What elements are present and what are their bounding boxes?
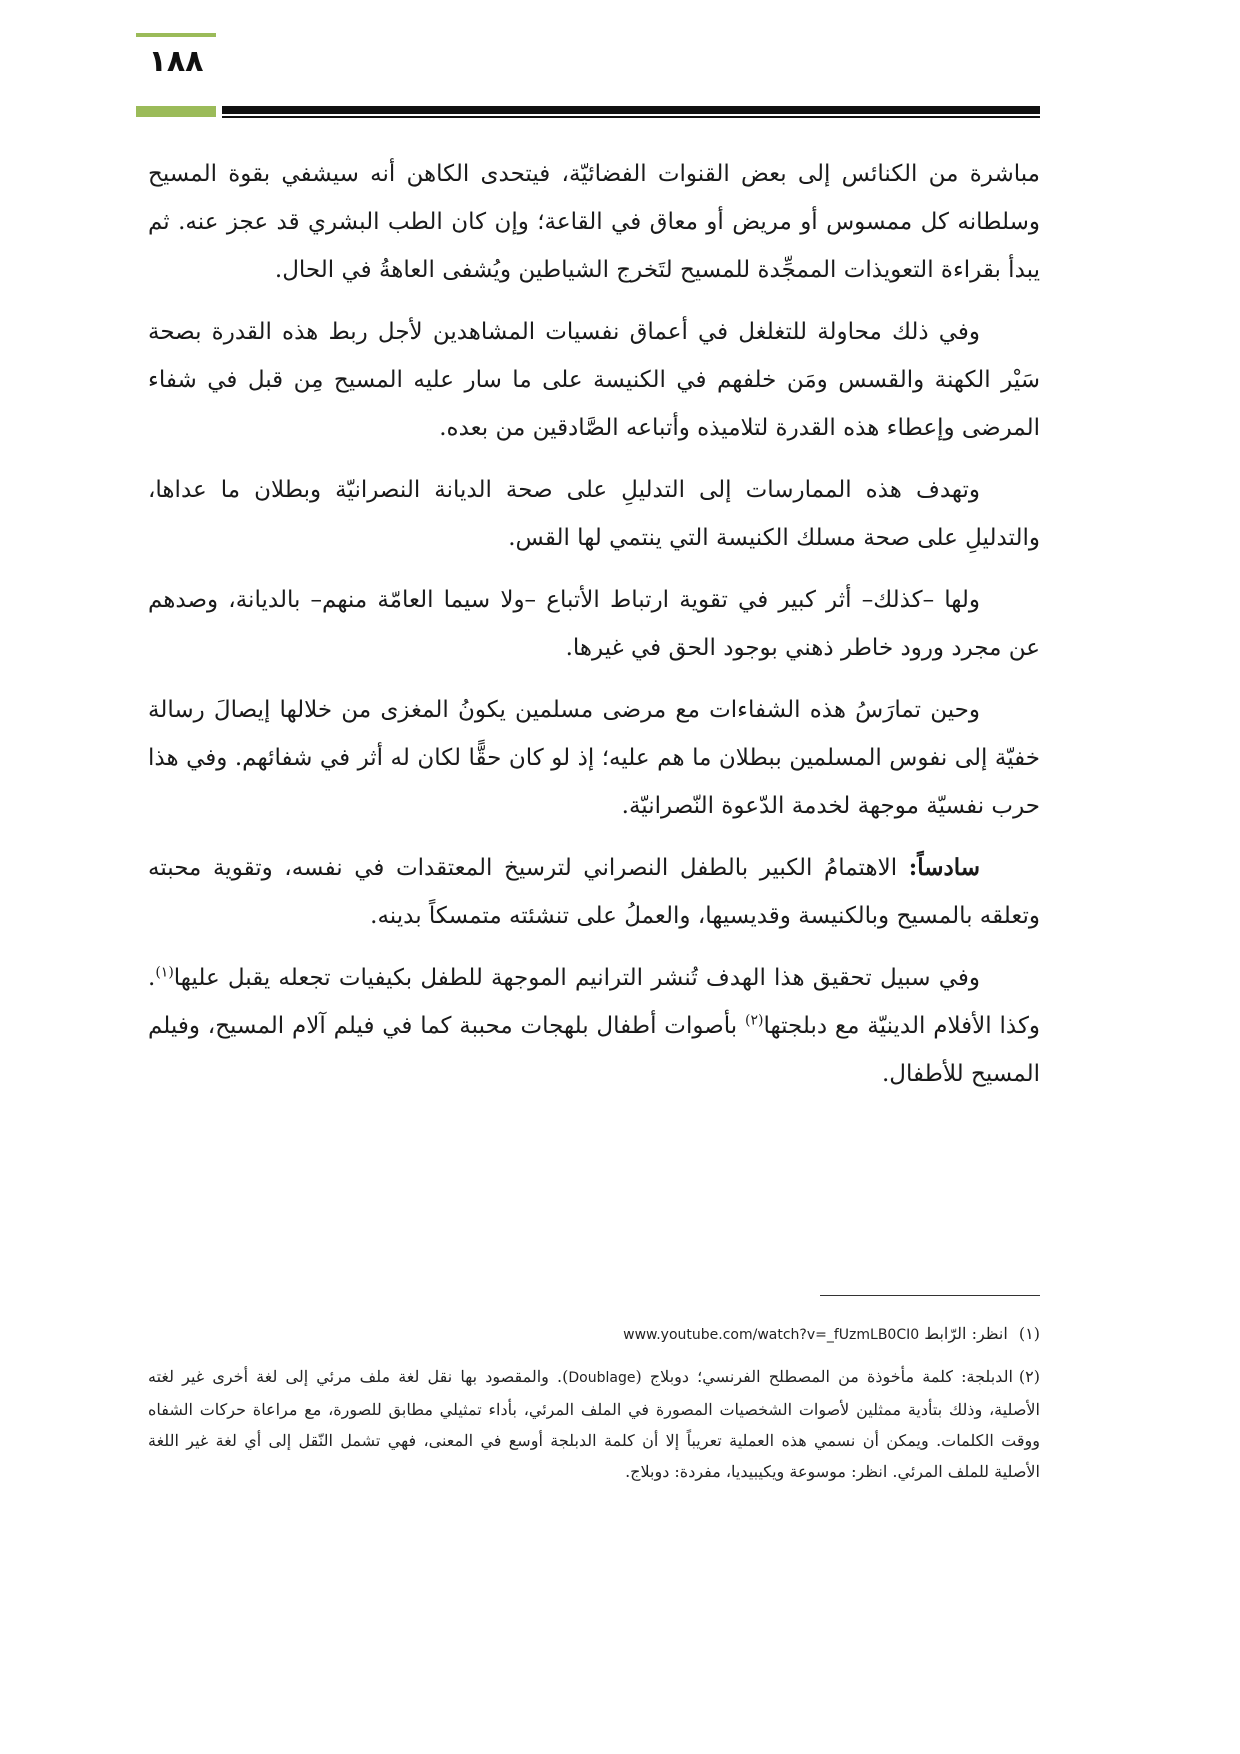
paragraph-4: ولها –كذلك– أثر كبير في تقوية ارتباط الأتباع –ولا سيما العامّة منهم– بالديانة، وصدهم عن مجرد ورود خاطر ذهني بوجود الحق في غيرها. — [148, 587, 1040, 661]
paragraph-2: وفي ذلك محاولة للتغلغل في أعماق نفسيات المشاهدين لأجل ربط هذه القدرة بصحة سَيْر الكهنة والقسس ومَن خلفهم في الكنيسة على ما سار عليه المسيح مِن قبل في شفاء المرضى وإعطاء هذه القدرة لتلاميذه وأتباعه الصَّادقين من بعده. — [148, 319, 1040, 441]
paragraph-1: مباشرة من الكنائس إلى بعض القنوات الفضائيّة، فيتحدى الكاهن أنه سيشفي بقوة المسيح وسلطانه كل ممسوس أو مريض أو معاق في القاعة؛ وإن كان الطب البشري قد عجز عنه. ثم يبدأ بقراءة التعويذات الممجِّدة للمسيح لتَخرج الشياطين ويُشفى العاهةُ في الحال. — [148, 161, 1040, 283]
footnote-2-number: (٢) — [1018, 1367, 1040, 1386]
footnote-ref-2[interactable]: (٢) — [744, 1012, 764, 1029]
paragraph-5: وحين تمارَسُ هذه الشفاءات مع مرضى مسلمين يكونُ المغزى من خلالها إيصالَ رسالة خفيّة إلى نفوس المسلمين ببطلان ما هم عليه؛ إذ لو كان حقًّا لكان له أثر في شفائهم. وفي هذا حرب نفسيّة موجهة لخدمة الدّعوة النّصرانيّة. — [148, 697, 1040, 819]
paragraph-7 — [148, 954, 1040, 1098]
paragraph-6-lead: سادساً: — [908, 854, 980, 881]
footnote-2 — [148, 1361, 1040, 1487]
header-accent-top-bar — [136, 33, 216, 37]
paragraph-7-part-c: بأصوات أطفال بلهجات محببة كما في فيلم آلام المسيح، وفيلم المسيح للأطفال. — [148, 1013, 1040, 1087]
header-rule-thin — [222, 116, 1040, 118]
footnote-ref-1[interactable]: (١) — [155, 964, 174, 981]
paragraph-7-part-a: وفي سبيل تحقيق هذا الهدف تُنشر الترانيم الموجهة للطفل بكيفيات تجعله يقبل عليها — [173, 965, 980, 991]
page-number: ١٨٨ — [148, 44, 204, 79]
footnote-2-text-b: ). والمقصود بها نقل لغة ملف مرئي إلى لغة أخرى غير لغته الأصلية، وذلك بتأدية ممثلين لأصوات الشخصيات المصورة في الملف المرئي، بأداء تمثيلي مطابق للصورة، مع مراعاة حركات الشفاه ووقت الكلمات. ويمكن أن نسمي هذه العملية تعريباً إلا أن كلمة الدبلجة أوسع في المعنى، فهي تشمل النّقل إلى أي لغة غير اللغة الأصلية للملف المرئي. انظر: موسوعة ويكيبيديا، مفردة: دوبلاج. — [148, 1367, 1040, 1481]
footnote-1-text: انظر: الرّابط — [924, 1324, 1008, 1343]
footnote-1-number: (١) — [1018, 1324, 1040, 1343]
header-rule-thick — [222, 106, 1040, 114]
footnote-separator — [820, 1295, 1040, 1296]
footnote-2-latin-term: Doublage — [568, 1370, 636, 1386]
header-accent-bottom-bar — [136, 106, 216, 117]
footnote-1 — [148, 1318, 1040, 1351]
paragraph-6-rest: الاهتمامُ الكبير بالطفل النصراني لترسيخ المعتقدات في نفسه، وتقوية محبته وتعلقه بالمسيح وبالكنيسة وقديسيها، والعملُ على تنشئته متمسكاً بدينه. — [148, 855, 1040, 929]
footnote-2-text-a: الدبلجة: كلمة مأخوذة من المصطلح الفرنسي؛ دوبلاج ( — [635, 1367, 1013, 1386]
body-text — [148, 150, 1040, 1112]
footnotes — [148, 1318, 1040, 1497]
paragraph-6 — [148, 844, 1040, 940]
footnote-1-link[interactable]: www.youtube.com/watch?v=_fUzmLB0CI0 — [623, 1327, 920, 1343]
paragraph-7-part-b: . وكذا الأفلام الدينيّة مع دبلجتها — [148, 965, 1040, 1039]
paragraph-3: وتهدف هذه الممارسات إلى التدليلِ على صحة الديانة النصرانيّة وبطلان ما عداها، والتدليلِ على صحة مسلك الكنيسة التي ينتمي لها القس. — [148, 477, 1040, 551]
